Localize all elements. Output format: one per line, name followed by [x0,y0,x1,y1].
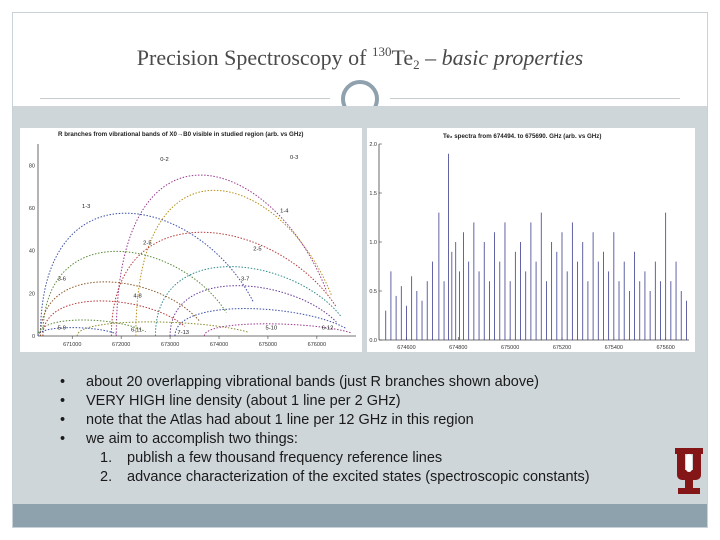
band-label: 3-6 [57,276,66,283]
band-curve [111,232,336,336]
band-label: 5-10 [265,325,278,332]
band-curve [136,190,332,336]
x-tick-label: 671000 [63,342,82,348]
x-tick-label: 675000 [258,342,278,348]
bullet-marker: • [60,412,66,428]
x-tick-label: 675000 [500,345,520,351]
y-tick-label: 2.0 [369,142,377,148]
vibrational-bands-svg [20,128,362,352]
y-tick-label: 20 [28,291,35,298]
numbered-sublist [60,449,660,487]
x-tick-label: 674000 [209,342,229,348]
y-tick-label: 0.0 [369,338,377,344]
y-tick-label: 1.0 [369,240,377,246]
title-rest: – basic properties [419,45,584,70]
x-tick-label: 675600 [656,345,675,351]
slide-title [0,44,720,73]
ou-logo-icon [672,446,706,496]
title-subscript: 2 [413,57,420,72]
band-label: 1-3 [82,204,91,210]
item-text: publish a few thousand frequency reference lines [127,450,443,466]
bullet-item [60,373,660,392]
y-tick-label: 1.5 [369,191,377,197]
bullet-item [60,392,660,411]
band-curve [77,322,248,336]
x-tick-label: 673000 [160,342,180,348]
band-curve [40,213,253,336]
numbered-item [100,449,660,468]
te2-spectrum-svg [367,128,695,352]
bullet-text: note that the Atlas had about 1 line per 12 GHz in this region [86,412,474,428]
item-number: 2. [100,469,113,485]
bullet-text: about 20 overlapping vibrational bands (just R branches shown above) [86,374,540,390]
x-tick-label: 675400 [604,345,624,351]
band-label: 1-4 [280,208,289,215]
y-tick-label: 0 [31,334,35,340]
bullet-marker: • [60,374,66,390]
band-label: 4-8 [133,293,142,300]
band-curve [170,286,336,336]
bullet-list [60,373,660,487]
y-tick-label: 60 [28,206,35,212]
y-tick-label: 40 [28,248,35,255]
band-label: 3-7 [241,276,250,283]
y-tick-label: 80 [28,163,35,170]
divider-left [40,98,330,99]
bullet-text: VERY HIGH line density (about 1 line per 2 GHz) [86,393,401,409]
band-label: 6-11 [130,327,143,334]
band-label: 0-3 [289,154,299,161]
chart-title: R branches from vibrational bands of X0→B0 visible in studied region (arb. vs GHz) [58,131,304,138]
band-label: 5-9 [57,325,66,332]
bullet-marker: • [60,431,66,447]
title-element: Te [391,45,414,70]
band-label: 7-13 [177,329,190,336]
band-label: 2-5 [143,240,152,247]
title-superscript: 130 [372,44,392,59]
y-tick-label: 0.5 [369,289,377,295]
te2-spectrum-chart [367,128,695,352]
x-tick-label: 672000 [111,342,131,348]
title-main: Precision Spectroscopy of [136,45,372,70]
x-tick-label: 676000 [307,342,327,348]
band-curve [175,309,346,336]
bullet-item [60,411,660,430]
x-tick-label: 674800 [449,345,468,351]
bullet-text: we aim to accomplish two things: [86,431,298,447]
band-label: 2-5 [253,246,262,253]
band-label: 0-2 [160,157,169,164]
x-tick-label: 675200 [552,345,572,351]
item-text: advance characterization of the excited states (spectroscopic constants) [127,469,590,485]
divider-right [390,98,680,99]
chart-title: Te₂ spectra from 674494. to 675690. GHz (arb. vs GHz) [443,133,602,140]
band-label: 6-12 [321,325,334,332]
numbered-item [100,468,660,487]
x-tick-label: 674600 [397,345,416,351]
bullet-item [60,430,660,449]
footer-bar [13,504,707,527]
bullet-marker: • [60,393,66,409]
vibrational-bands-chart [20,128,362,352]
item-number: 1. [100,450,113,466]
